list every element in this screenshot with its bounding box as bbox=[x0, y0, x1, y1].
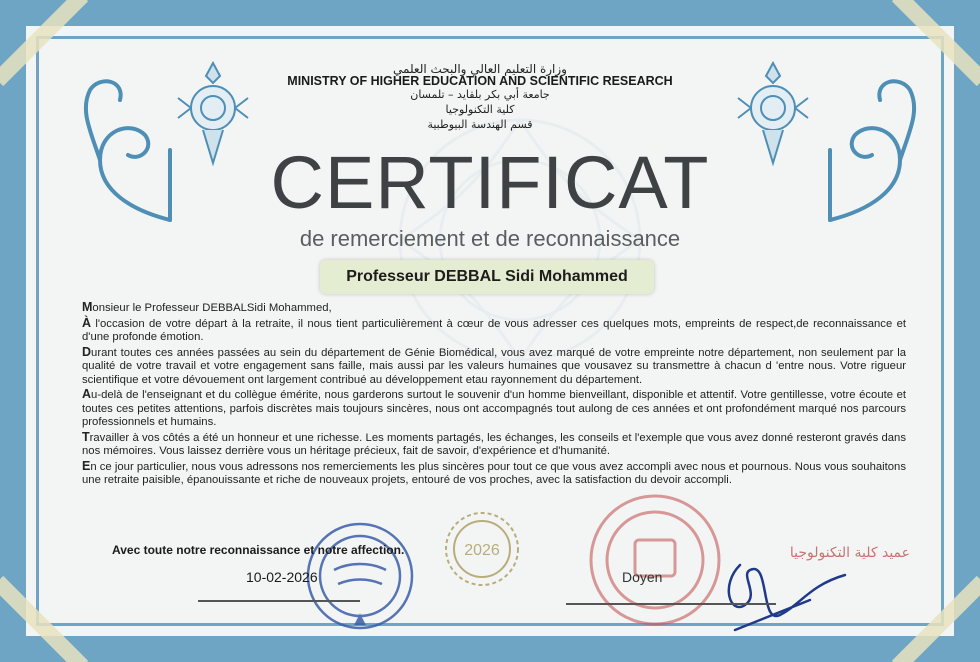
date-signature-line bbox=[198, 600, 360, 602]
paragraph-initial: E bbox=[82, 458, 91, 473]
certificate-body bbox=[82, 301, 906, 489]
ministry-heading: MINISTRY OF HIGHER EDUCATION AND SCIENTIFIC RESEARCH bbox=[287, 74, 673, 88]
seal-year-text: 2026 bbox=[464, 542, 500, 559]
arabic-ministry-heading: وزارة التعليم العالي والبحث العلمي bbox=[393, 62, 567, 76]
arabic-university-name: جامعة أبي بكر بلقايد – تلمسان bbox=[410, 88, 550, 101]
closing-line: Avec toute notre reconnaissance et notre affection. bbox=[112, 543, 405, 557]
recipient-name: Professeur DEBBAL Sidi Mohammed bbox=[320, 260, 654, 294]
paragraph-text: u-delà de l'enseignant et du collègue émérite, nous garderons surtout le souvenir d'un homme bienveillant, disponible et attentif. Votre gentillesse, votre écoute et toutes ces petites attentions, parfois discrètes mais toujours sincères, nous ont accompagnés tout aulong de ces années et ont profondément marqué nos parcours professionnels et humains. bbox=[82, 389, 906, 428]
paragraph-initial: À bbox=[82, 315, 92, 330]
body-paragraph bbox=[82, 388, 906, 430]
dean-stamp-text bbox=[760, 545, 910, 595]
arabic-department-name: قسم الهندسة البيوطبية bbox=[427, 118, 533, 131]
body-paragraph bbox=[82, 301, 906, 316]
blue-department-stamp bbox=[304, 520, 416, 632]
flourish-ornament-right bbox=[820, 70, 930, 230]
body-paragraph bbox=[82, 460, 906, 488]
university-emblem-right bbox=[728, 58, 818, 168]
arabic-faculty-name: كلية التكنولوجيا bbox=[445, 103, 515, 116]
paragraph-initial: D bbox=[82, 344, 92, 359]
paragraph-text: n ce jour particulier, nous vous adressons nos remerciements les plus sincères pour tout ce que vous avez accompli avec nous et pournous. Nous vous souhaitons une retraite paisible, épanouissante et riche de nouveaux projets, entouré de vos proches, avec la satisfaction du devoir accompli. bbox=[82, 460, 906, 486]
paragraph-initial: M bbox=[82, 300, 93, 314]
paragraph-initial: T bbox=[82, 429, 90, 444]
dean-signature-line bbox=[566, 603, 776, 605]
dean-label: Doyen bbox=[622, 569, 663, 585]
flourish-ornament-left bbox=[70, 70, 180, 230]
certificate-title: CERTIFICAT bbox=[270, 141, 710, 224]
paragraph-initial: A bbox=[82, 387, 92, 401]
paragraph-text: urant toutes ces années passées au sein du département de Génie Biomédical, vous avez marqué de votre empreinte notre département, non seulement par la qualité de votre travail et votre engagement sans faille, mais aussi par les valeurs humaines que vousavez su transmettre à chacun d 'entre nous. Votre rigueur scientifique et votre dévouement ont largement contribué au développement etau rayonnement du département. bbox=[82, 346, 906, 386]
certificate-subtitle: de remerciement et de reconnaissance bbox=[299, 226, 681, 251]
certificate-date: 10-02-2026 bbox=[246, 569, 318, 585]
body-paragraph bbox=[82, 317, 906, 345]
paragraph-text: l'occasion de votre départ à la retraite, il nous tient particulièrement à cœur de vous adresser ces quelques mots, empreints de respect,de reconnaissance et d'une profonde émotion. bbox=[82, 317, 906, 343]
dean-stamp-label: عميد كلية التكنولوجيا bbox=[789, 545, 910, 561]
university-emblem-left bbox=[168, 58, 258, 168]
year-seal bbox=[443, 510, 521, 588]
body-paragraph bbox=[82, 346, 906, 388]
paragraph-text: ravailler à vos côtés a été un honneur et une richesse. Les moments partagés, les échanges, les conseils et l'exemple que vous avez donné resteront gravés dans nos mémoires. Vous laissez derrière vous un héritage précieux, fait de savoir, d'expérience et d'humanité. bbox=[82, 431, 906, 457]
body-paragraph bbox=[82, 431, 906, 459]
paragraph-text: onsieur le Professeur DEBBALSidi Mohammed, bbox=[92, 302, 332, 314]
